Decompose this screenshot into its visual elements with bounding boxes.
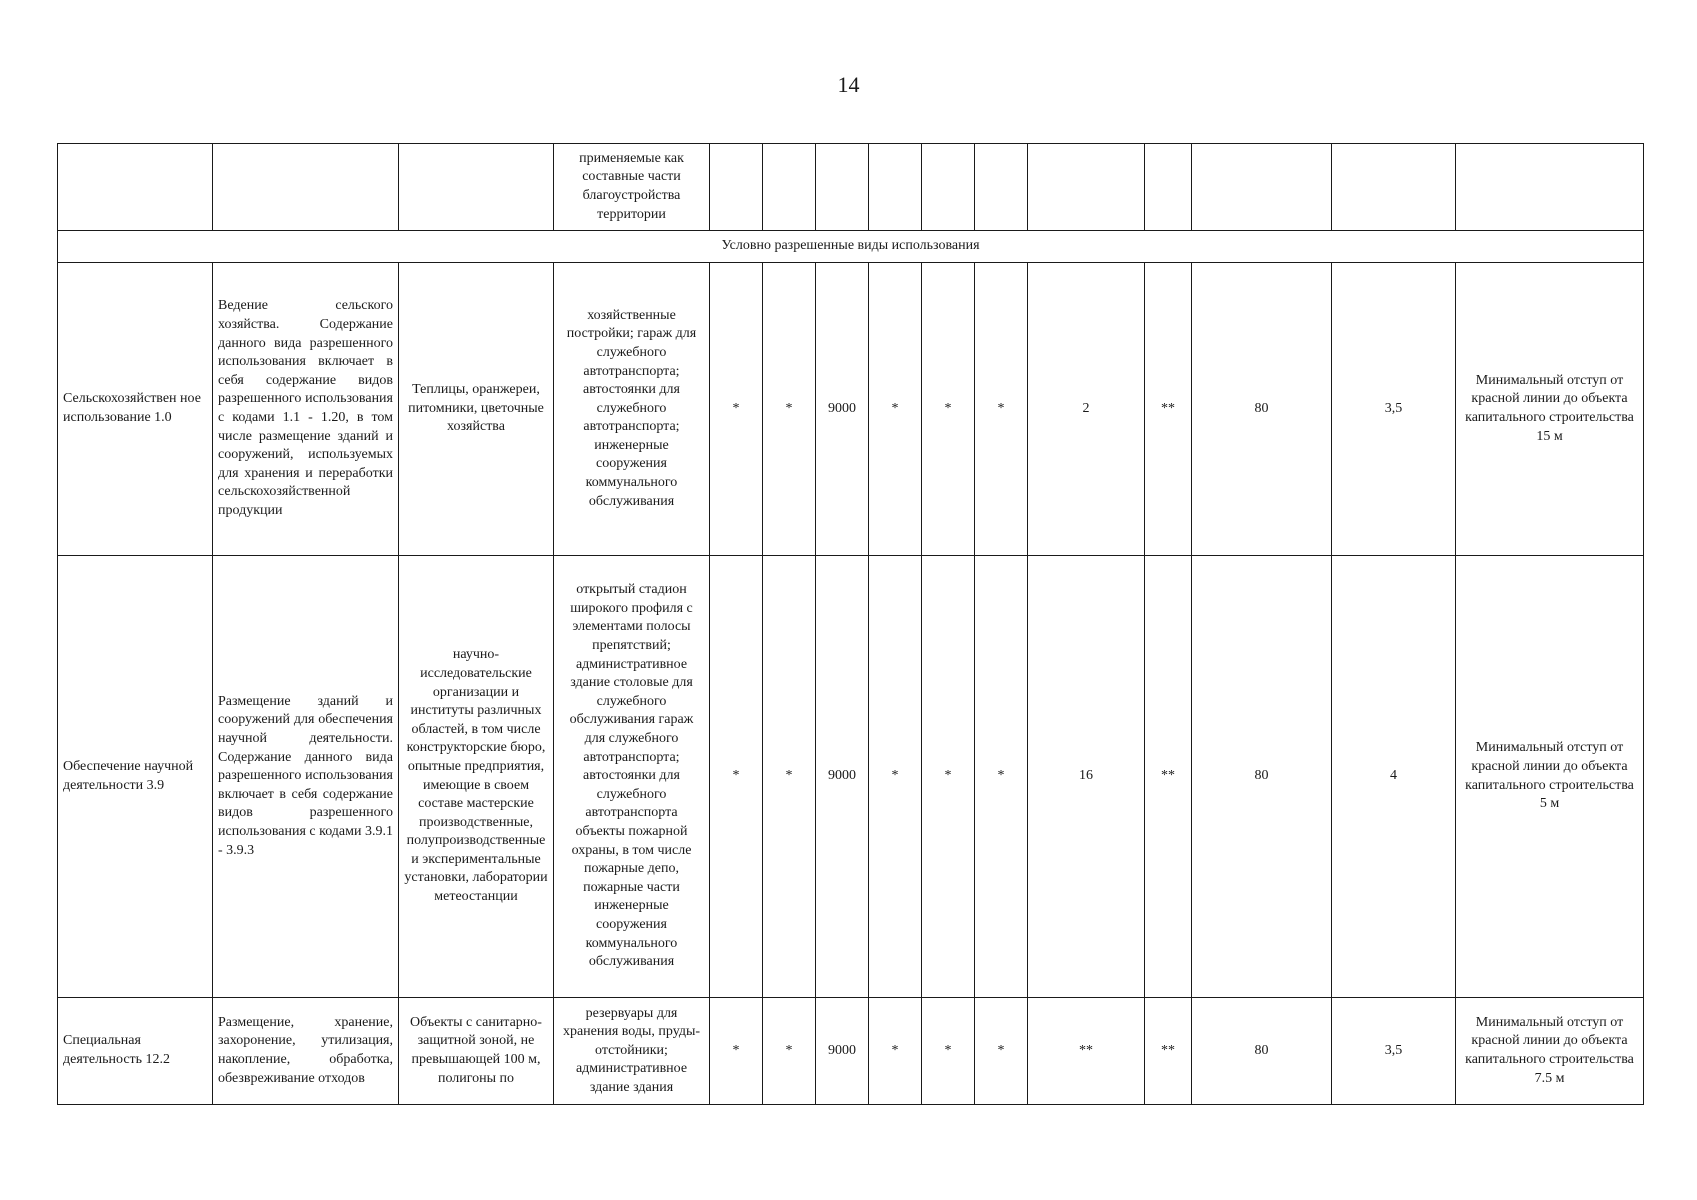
coverage-cell: 80 bbox=[1192, 998, 1332, 1105]
param-cell: * bbox=[975, 263, 1028, 556]
floors-cell: 2 bbox=[1028, 263, 1145, 556]
param-cell: * bbox=[710, 998, 763, 1105]
param-cell: * bbox=[763, 556, 816, 998]
use-name: Специальная деятельность 12.2 bbox=[58, 998, 213, 1105]
param-cell: ** bbox=[1145, 263, 1192, 556]
table-row bbox=[58, 263, 1644, 556]
empty-cell bbox=[1028, 144, 1145, 231]
param-cell: * bbox=[710, 556, 763, 998]
empty-cell bbox=[1456, 144, 1644, 231]
use-description: Размещение, хранение, захоронение, утилизация, накопление, обработка, обезвреживание отходов bbox=[213, 998, 399, 1105]
param-cell: * bbox=[869, 556, 922, 998]
param-cell: * bbox=[763, 263, 816, 556]
continuation-row bbox=[58, 144, 1644, 231]
page-number: 14 bbox=[837, 72, 860, 97]
coverage-cell: 80 bbox=[1192, 556, 1332, 998]
param-cell: * bbox=[710, 263, 763, 556]
empty-cell bbox=[710, 144, 763, 231]
table-row bbox=[58, 998, 1644, 1105]
param-cell: * bbox=[922, 998, 975, 1105]
use-description: Размещение зданий и сооружений для обеспечения научной деятельности. Содержание данного вида разрешенного использования включает в себя содержание видов разрешенного использования с кодами 3.9.1 - 3.9.3 bbox=[213, 556, 399, 998]
param-cell: * bbox=[922, 263, 975, 556]
param-cell: 9000 bbox=[816, 263, 869, 556]
table-row bbox=[58, 556, 1644, 998]
empty-cell bbox=[922, 144, 975, 231]
param-cell: * bbox=[763, 998, 816, 1105]
empty-cell bbox=[816, 144, 869, 231]
section-title: Условно разрешенные виды использования bbox=[58, 231, 1644, 263]
use-description: Ведение сельского хозяйства. Содержание данного вида разрешенного использования включает в себя содержание видов разрешенного использования с кодами 1.1 - 1.20, в том числе размещение зданий и сооружений, используемых для хранения и переработки сельскохозяйственной продукции bbox=[213, 263, 399, 556]
main-objects: Теплицы, оранжереи, питомники, цветочные хозяйства bbox=[399, 263, 554, 556]
empty-cell bbox=[869, 144, 922, 231]
ratio-cell: 3,5 bbox=[1332, 998, 1456, 1105]
floors-cell: 16 bbox=[1028, 556, 1145, 998]
empty-cell bbox=[763, 144, 816, 231]
note-cell: Минимальный отступ от красной линии до объекта капитального строительства 5 м bbox=[1456, 556, 1644, 998]
note-cell: Минимальный отступ от красной линии до объекта капитального строительства 15 м bbox=[1456, 263, 1644, 556]
empty-cell bbox=[213, 144, 399, 231]
note-cell: Минимальный отступ от красной линии до объекта капитального строительства 7.5 м bbox=[1456, 998, 1644, 1105]
floors-cell: ** bbox=[1028, 998, 1145, 1105]
param-cell: ** bbox=[1145, 556, 1192, 998]
empty-cell bbox=[975, 144, 1028, 231]
main-objects: научно-исследовательские организации и институты различных областей, в том числе конструкторские бюро, опытные предприятия, имеющие в своем составе мастерские производственные, полупроизводственные и экспериментальные установки, лаборатории метеостанции bbox=[399, 556, 554, 998]
use-name: Обеспечение научной деятельности 3.9 bbox=[58, 556, 213, 998]
empty-cell bbox=[1332, 144, 1456, 231]
param-cell: 9000 bbox=[816, 556, 869, 998]
param-cell: * bbox=[975, 556, 1028, 998]
section-header-row bbox=[58, 231, 1644, 263]
param-cell: * bbox=[922, 556, 975, 998]
main-objects: Объекты с санитарно-защитной зоной, не превышающей 100 м, полигоны по bbox=[399, 998, 554, 1105]
use-name: Сельскохозяйствен ное использование 1.0 bbox=[58, 263, 213, 556]
auxiliary-continuation: применяемые как составные части благоустройства территории bbox=[554, 144, 710, 231]
param-cell: * bbox=[869, 263, 922, 556]
auxiliary-objects: хозяйственные постройки; гараж для служебного автотранспорта; автостоянки для служебного автотранспорта; инженерные сооружения коммунального обслуживания bbox=[554, 263, 710, 556]
auxiliary-objects: резервуары для хранения воды, пруды-отстойники; административное здание здания bbox=[554, 998, 710, 1105]
param-cell: * bbox=[869, 998, 922, 1105]
empty-cell bbox=[399, 144, 554, 231]
param-cell: * bbox=[975, 998, 1028, 1105]
empty-cell bbox=[1192, 144, 1332, 231]
coverage-cell: 80 bbox=[1192, 263, 1332, 556]
land-use-table bbox=[57, 143, 1644, 1105]
auxiliary-objects: открытый стадион широкого профиля с элементами полосы препятствий; административное здание столовые для служебного обслуживания гараж для служебного автотранспорта; автостоянки для служебного автотранспорта объекты пожарной охраны, в том числе пожарные депо, пожарные части инженерные сооружения коммунального обслуживания bbox=[554, 556, 710, 998]
empty-cell bbox=[1145, 144, 1192, 231]
ratio-cell: 3,5 bbox=[1332, 263, 1456, 556]
ratio-cell: 4 bbox=[1332, 556, 1456, 998]
empty-cell bbox=[58, 144, 213, 231]
param-cell: ** bbox=[1145, 998, 1192, 1105]
param-cell: 9000 bbox=[816, 998, 869, 1105]
